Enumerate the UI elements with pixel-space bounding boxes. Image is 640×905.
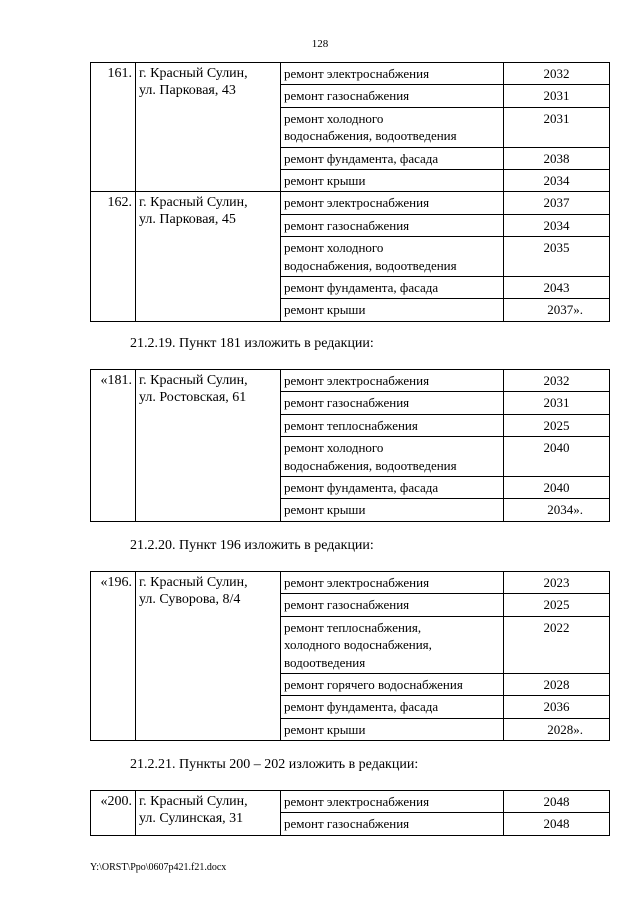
work-year: 2032 <box>504 370 610 392</box>
work-year: 2022 <box>504 616 610 673</box>
work-year: 2031 <box>504 107 610 147</box>
work-type: ремонт электроснабжения <box>281 63 504 85</box>
item-address: г. Красный Сулин, ул. Суворова, 8/4 <box>136 572 281 741</box>
footer-file-path: Y:\ORST\Ppo\0607p421.f21.docx <box>90 862 227 873</box>
work-type: ремонт крыши <box>281 170 504 192</box>
work-year: 2034 <box>504 170 610 192</box>
work-type: ремонт крыши <box>281 299 504 321</box>
item-address: г. Красный Сулин, ул. Парковая, 43 <box>136 63 281 192</box>
item-number: 162. <box>91 192 136 321</box>
item-address: г. Красный Сулин, ул. Парковая, 45 <box>136 192 281 321</box>
item-number: «196. <box>91 572 136 741</box>
work-type: ремонт крыши <box>281 718 504 740</box>
work-type: ремонт газоснабжения <box>281 392 504 414</box>
work-year: 2031 <box>504 85 610 107</box>
work-year: 2034 <box>504 214 610 236</box>
work-year: 2048 <box>504 791 610 813</box>
work-type: ремонт крыши <box>281 499 504 521</box>
work-year: 2028». <box>504 718 610 740</box>
table-row <box>91 370 610 392</box>
work-year: 2036 <box>504 696 610 718</box>
paragraph-21-2-19: 21.2.19. Пункт 181 изложить в редакции: <box>130 336 374 351</box>
work-type: ремонт холодного водоснабжения, водоотведения <box>281 237 504 277</box>
work-year: 2040 <box>504 477 610 499</box>
work-year: 2032 <box>504 63 610 85</box>
work-type: ремонт теплоснабжения, холодного водоснабжения, водоотведения <box>281 616 504 673</box>
table-item-200 <box>90 790 610 836</box>
work-year: 2023 <box>504 572 610 594</box>
work-year: 2043 <box>504 277 610 299</box>
item-number: 161. <box>91 63 136 192</box>
table-row <box>91 192 610 214</box>
work-year: 2040 <box>504 437 610 477</box>
work-type: ремонт газоснабжения <box>281 214 504 236</box>
work-year: 2028 <box>504 674 610 696</box>
work-type: ремонт горячего водоснабжения <box>281 674 504 696</box>
work-year: 2037». <box>504 299 610 321</box>
work-type: ремонт фундамента, фасада <box>281 696 504 718</box>
work-year: 2031 <box>504 392 610 414</box>
page-number: 128 <box>311 38 329 50</box>
paragraph-21-2-21: 21.2.21. Пункты 200 – 202 изложить в редакции: <box>130 757 419 772</box>
item-number: «200. <box>91 791 136 836</box>
work-year: 2038 <box>504 147 610 169</box>
item-number: «181. <box>91 370 136 522</box>
work-year: 2048 <box>504 813 610 835</box>
work-year: 2025 <box>504 414 610 436</box>
work-type: ремонт холодного водоснабжения, водоотведения <box>281 437 504 477</box>
work-year: 2035 <box>504 237 610 277</box>
work-type: ремонт газоснабжения <box>281 85 504 107</box>
work-type: ремонт холодного водоснабжения, водоотведения <box>281 107 504 147</box>
work-type: ремонт фундамента, фасада <box>281 477 504 499</box>
work-type: ремонт фундамента, фасада <box>281 147 504 169</box>
paragraph-21-2-20: 21.2.20. Пункт 196 изложить в редакции: <box>130 538 374 553</box>
work-year: 2037 <box>504 192 610 214</box>
table-row <box>91 791 610 813</box>
work-type: ремонт газоснабжения <box>281 813 504 835</box>
work-type: ремонт электроснабжения <box>281 791 504 813</box>
work-year: 2025 <box>504 594 610 616</box>
table-item-196 <box>90 571 610 741</box>
table-row <box>91 63 610 85</box>
work-year: 2034». <box>504 499 610 521</box>
work-type: ремонт электроснабжения <box>281 370 504 392</box>
item-address: г. Красный Сулин, ул. Ростовская, 61 <box>136 370 281 522</box>
work-type: ремонт электроснабжения <box>281 572 504 594</box>
work-type: ремонт электроснабжения <box>281 192 504 214</box>
table-items-161-162 <box>90 62 610 322</box>
work-type: ремонт фундамента, фасада <box>281 277 504 299</box>
table-item-181 <box>90 369 610 522</box>
work-type: ремонт теплоснабжения <box>281 414 504 436</box>
item-address: г. Красный Сулин, ул. Сулинская, 31 <box>136 791 281 836</box>
work-type: ремонт газоснабжения <box>281 594 504 616</box>
table-row <box>91 572 610 594</box>
